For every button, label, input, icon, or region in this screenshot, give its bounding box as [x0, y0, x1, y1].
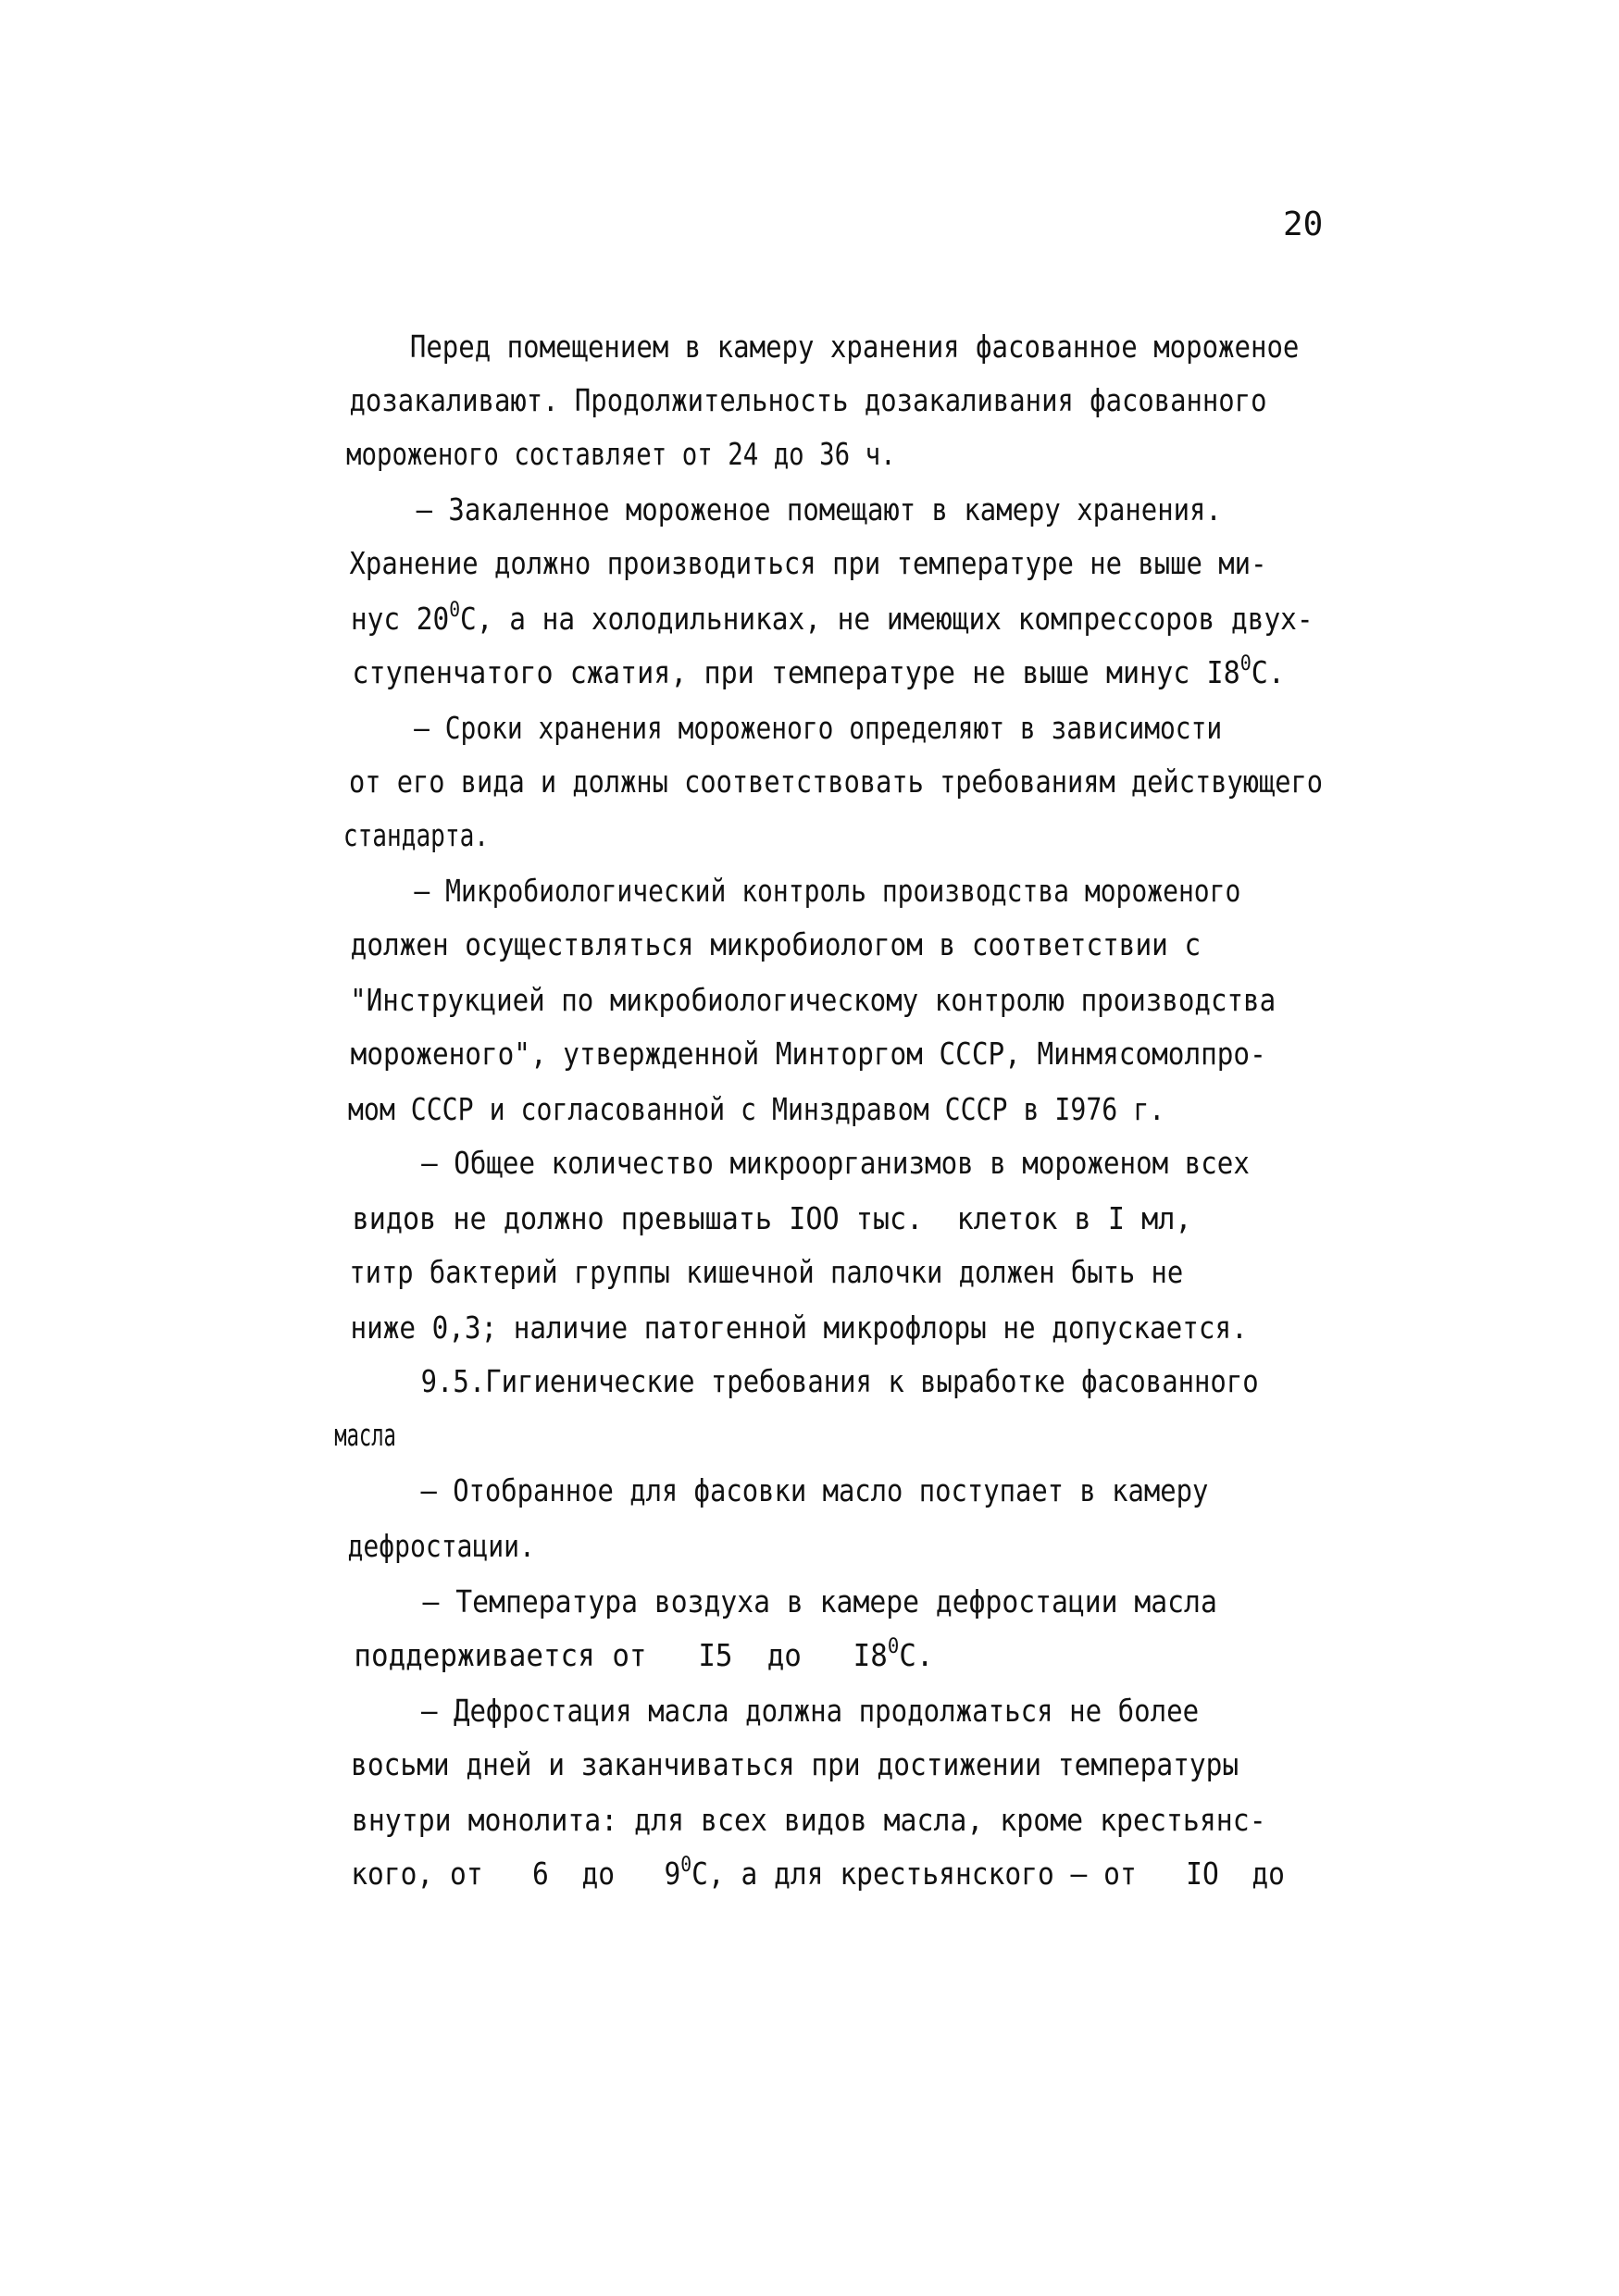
text-line: нус $20^0С$, а на холодильниках, не имеющих компрессоров двух-: [350, 599, 1314, 637]
text-line: дефростации.: [347, 1528, 535, 1564]
text-line: титр бактерий группы кишечной палочки должен быть не: [349, 1254, 1184, 1290]
text-line: – Температура воздуха в камере дефростации масла: [422, 1583, 1217, 1620]
text-line: – Общее количество микроорганизмов в мороженом всех: [421, 1145, 1250, 1181]
text-line: ступенчатого сжатия, при температуре не выше минус $I8^0С$.: [352, 652, 1285, 690]
text-line: – Закаленное мороженое помещают в камеру хранения.: [416, 491, 1222, 527]
text-line: ниже 0,3; наличие патогенной микрофлоры не допускается.: [350, 1309, 1248, 1346]
degree-superscript: 0: [887, 1635, 900, 1658]
text-line: от его вида и должны соответствовать требованиям действующего: [348, 763, 1323, 800]
text-line: масла: [334, 1417, 396, 1453]
text-line: – Отобранное для фасовки масло поступает в камеру: [420, 1472, 1209, 1508]
degree-superscript: 0: [680, 1854, 692, 1877]
text-line: – Сроки хранения мороженого определяют в зависимости: [414, 710, 1223, 746]
degree-superscript: 0: [449, 599, 461, 622]
text-line: Перед помещением в камеру хранения фасованное мороженое: [409, 329, 1300, 365]
text-line: – Микробиологический контроль производства мороженого: [414, 873, 1241, 909]
text-line: мороженого составляет от 24 до 36 ч.: [345, 436, 896, 472]
text-line: видов не должно превышать IОО тыс. клеток в I мл,: [352, 1200, 1192, 1236]
text-line: должен осуществляться микробиологом в соответствии с: [350, 926, 1202, 962]
text-line: мом СССР и согласованной с Минздравом СССР в I976 г.: [347, 1091, 1165, 1127]
text-line: восьми дней и заканчиваться при достижении температуры: [351, 1746, 1239, 1782]
text-line: Хранение должно производиться при температуре не выше ми-: [349, 545, 1267, 581]
degree-superscript: 0: [1239, 652, 1252, 676]
page-number: 20: [1283, 205, 1324, 243]
text-line: кого, от 6 до $9^0С$, а для крестьянского – от IО до: [351, 1854, 1285, 1892]
text-line: поддерживается от I5 до $I8^0С$.: [354, 1635, 934, 1673]
text-line: мороженого", утвержденной Минторгом СССР, Минмясомолпро-: [350, 1036, 1266, 1072]
text-line: – Дефростация масла должна продолжаться не более: [421, 1693, 1200, 1729]
section-heading: 9.5.Гигиенические требования к выработке фасованного: [420, 1363, 1259, 1399]
text-line: стандарта.: [342, 817, 490, 853]
text-line: "Инструкцией по микробиологическому контролю производства: [350, 982, 1277, 1018]
text-line: внутри монолита: для всех видов масла, кроме крестьянс-: [351, 1802, 1266, 1838]
text-line: дозакаливают. Продолжительность дозакаливания фасованного: [349, 382, 1267, 418]
